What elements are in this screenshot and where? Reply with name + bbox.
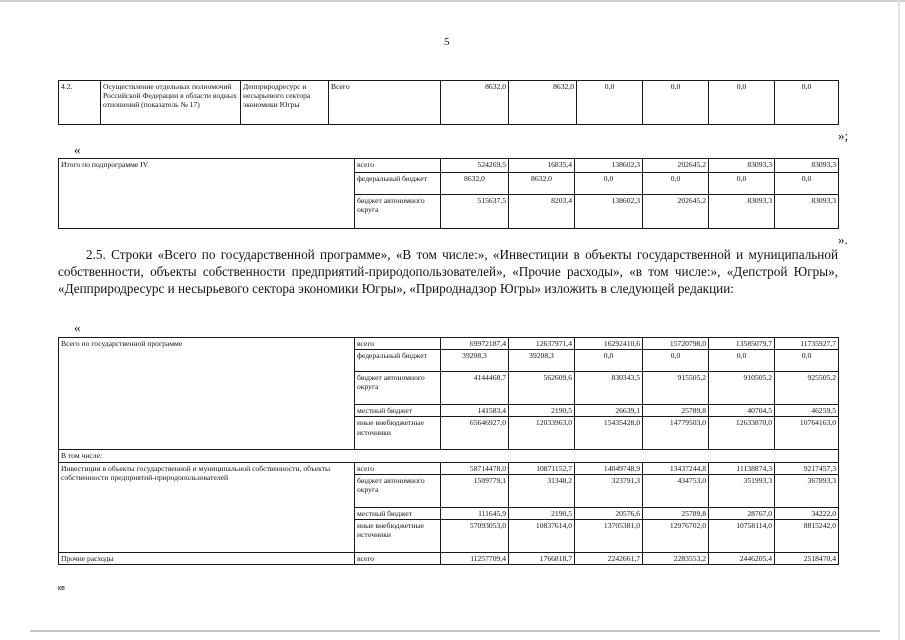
value: 15720798,0 — [643, 338, 709, 350]
value-y1: 8632,0 — [509, 81, 577, 125]
value: 26639,1 — [575, 405, 643, 417]
value: 57093053,0 — [441, 520, 509, 553]
value: 14049748,9 — [575, 462, 643, 474]
value: 25789,8 — [643, 405, 709, 417]
value: 2190,5 — [509, 405, 575, 417]
value: 138602,3 — [575, 159, 643, 173]
value: 202645,2 — [643, 159, 709, 173]
value: 11138874,3 — [709, 462, 775, 474]
value: 11257709,4 — [441, 553, 509, 565]
value: 20576,6 — [575, 507, 643, 519]
page-number: 5 — [444, 36, 450, 48]
value: 39208,3 — [509, 350, 575, 372]
closing-quote-dot: ». — [838, 232, 848, 247]
amendment-paragraph — [58, 246, 838, 297]
value: 351993,3 — [709, 474, 775, 507]
value: 562609,6 — [509, 372, 575, 405]
footer-mark: кв — [58, 585, 65, 592]
value: 8815242,0 — [775, 520, 839, 553]
value: 16292410,6 — [575, 338, 643, 350]
value: 10871152,7 — [509, 462, 575, 474]
value: 0,0 — [775, 350, 839, 372]
value: 910505,2 — [709, 372, 775, 405]
table-row — [59, 553, 839, 565]
row-source: Всего — [329, 81, 441, 125]
scan-edge-right — [898, 0, 900, 640]
value: 25789,8 — [643, 507, 709, 519]
source-label: всего — [355, 338, 441, 350]
source-label: местный бюджет — [355, 405, 441, 417]
value: 515637,5 — [441, 195, 509, 229]
value: 31348,2 — [509, 474, 575, 507]
value: 8203,4 — [509, 195, 575, 229]
table-subprogram-4-total — [58, 158, 839, 229]
value: 65646927,0 — [441, 417, 509, 450]
value-total: 8632,0 — [441, 81, 509, 125]
value: 13585079,7 — [709, 338, 775, 350]
value: 83093,3 — [709, 159, 775, 173]
table-row — [59, 81, 839, 125]
table-row — [59, 462, 839, 474]
source-label: бюджет автономного округа — [355, 372, 441, 405]
subprogram-title: Итого по подпрограмме IV — [59, 159, 355, 229]
value-y4: 0,0 — [709, 81, 775, 125]
value: 8632,0 — [441, 173, 509, 195]
source-label: иные внебюджетные источники — [355, 520, 441, 553]
value: 323791,3 — [575, 474, 643, 507]
value: 34222,0 — [775, 507, 839, 519]
value: 830343,5 — [575, 372, 643, 405]
value: 12976702,0 — [643, 520, 709, 553]
value: 9217457,3 — [775, 462, 839, 474]
opening-quote: « — [74, 142, 81, 157]
value-y2: 0,0 — [577, 81, 643, 125]
value: 14779503,0 — [643, 417, 709, 450]
value: 10758114,0 — [709, 520, 775, 553]
source-label: всего — [355, 553, 441, 565]
row-number: 4.2. — [59, 81, 101, 125]
value: 83093,3 — [709, 195, 775, 229]
value: 1509779,1 — [441, 474, 509, 507]
value: 141583,4 — [441, 405, 509, 417]
value: 83093,3 — [775, 195, 839, 229]
value: 0,0 — [709, 350, 775, 372]
value: 0,0 — [775, 173, 839, 195]
row-executor: Депприродресурс и несырьевого сектора экономики Югры — [241, 81, 329, 125]
table-row — [59, 450, 839, 462]
value: 12637971,4 — [509, 338, 575, 350]
value: 12033963,0 — [509, 417, 575, 450]
source-label: федеральный бюджет — [355, 350, 441, 372]
value: 0,0 — [643, 173, 709, 195]
value: 2190,5 — [509, 507, 575, 519]
row-title: Осуществление отдельных полномочий Российской Федерации в области водных отношений (показатель № 17) — [101, 81, 241, 125]
scan-edge-bottom — [30, 630, 880, 632]
source-label: федеральный бюджет — [355, 173, 441, 195]
table-row — [59, 338, 839, 350]
value: 12633870,0 — [709, 417, 775, 450]
value: 202645,2 — [643, 195, 709, 229]
source-label: всего — [355, 159, 441, 173]
value: 1766818,7 — [509, 553, 575, 565]
value: 83093,3 — [775, 159, 839, 173]
table-row — [59, 159, 839, 173]
source-label: местный бюджет — [355, 507, 441, 519]
value: 111645,9 — [441, 507, 509, 519]
value: 13437244,8 — [643, 462, 709, 474]
value: 40704,5 — [709, 405, 775, 417]
value: 15435428,0 — [575, 417, 643, 450]
other-expenses-title: Прочие расходы — [59, 553, 355, 565]
value: 0,0 — [709, 173, 775, 195]
source-label: иные внебюджетные источники — [355, 417, 441, 450]
amendment-text: 2.5. Строки «Всего по государственной программе», «В том числе:», «Инвестиции в объекты государственной и муниципальной собственности, объекты собственности предприятий-природопользователей», «Прочие расходы», «в том числе:», «Депстрой Югры», «Депприродресурс и несырьевого сектора экономики Югры», «Природнадзор Югры» изложить в следующей редакции: — [58, 247, 838, 296]
value: 367893,3 — [775, 474, 839, 507]
section-label-including: В том числе: — [59, 450, 839, 462]
value: 28767,0 — [709, 507, 775, 519]
scan-edge-top — [0, 0, 905, 2]
value: 434753,0 — [643, 474, 709, 507]
table-program-row-4-2 — [58, 80, 839, 125]
program-total-title: Всего по государственной программе — [59, 338, 355, 450]
value: 2518470,4 — [775, 553, 839, 565]
value: 69972187,4 — [441, 338, 509, 350]
value: 915505,2 — [643, 372, 709, 405]
value: 0,0 — [575, 173, 643, 195]
value-y5: 0,0 — [775, 81, 839, 125]
value: 925505,2 — [775, 372, 839, 405]
value: 16835,4 — [509, 159, 575, 173]
value: 2446205,4 — [709, 553, 775, 565]
source-label: бюджет автономного округа — [355, 195, 441, 229]
value: 58714478,0 — [441, 462, 509, 474]
value: 13705381,0 — [575, 520, 643, 553]
value: 138602,3 — [575, 195, 643, 229]
value: 2242661,7 — [575, 553, 643, 565]
source-label: всего — [355, 462, 441, 474]
value: 0,0 — [643, 350, 709, 372]
value: 0,0 — [575, 350, 643, 372]
value: 8632,0 — [509, 173, 575, 195]
value: 46259,5 — [775, 405, 839, 417]
value: 11735927,7 — [775, 338, 839, 350]
closing-quote-semicolon: »; — [838, 128, 849, 143]
source-label: бюджет автономного округа — [355, 474, 441, 507]
table-state-program-total — [58, 337, 839, 565]
value: 4144468,7 — [441, 372, 509, 405]
value: 10837614,0 — [509, 520, 575, 553]
value: 524269,5 — [441, 159, 509, 173]
opening-quote: « — [74, 320, 81, 335]
investments-title: Инвестиции в объекты государственной и муниципальной собственности, объекты собственности предприятий-природопользователей — [59, 462, 355, 552]
value: 2283553,2 — [643, 553, 709, 565]
value-y3: 0,0 — [643, 81, 709, 125]
value: 39208,3 — [441, 350, 509, 372]
value: 10764163,0 — [775, 417, 839, 450]
